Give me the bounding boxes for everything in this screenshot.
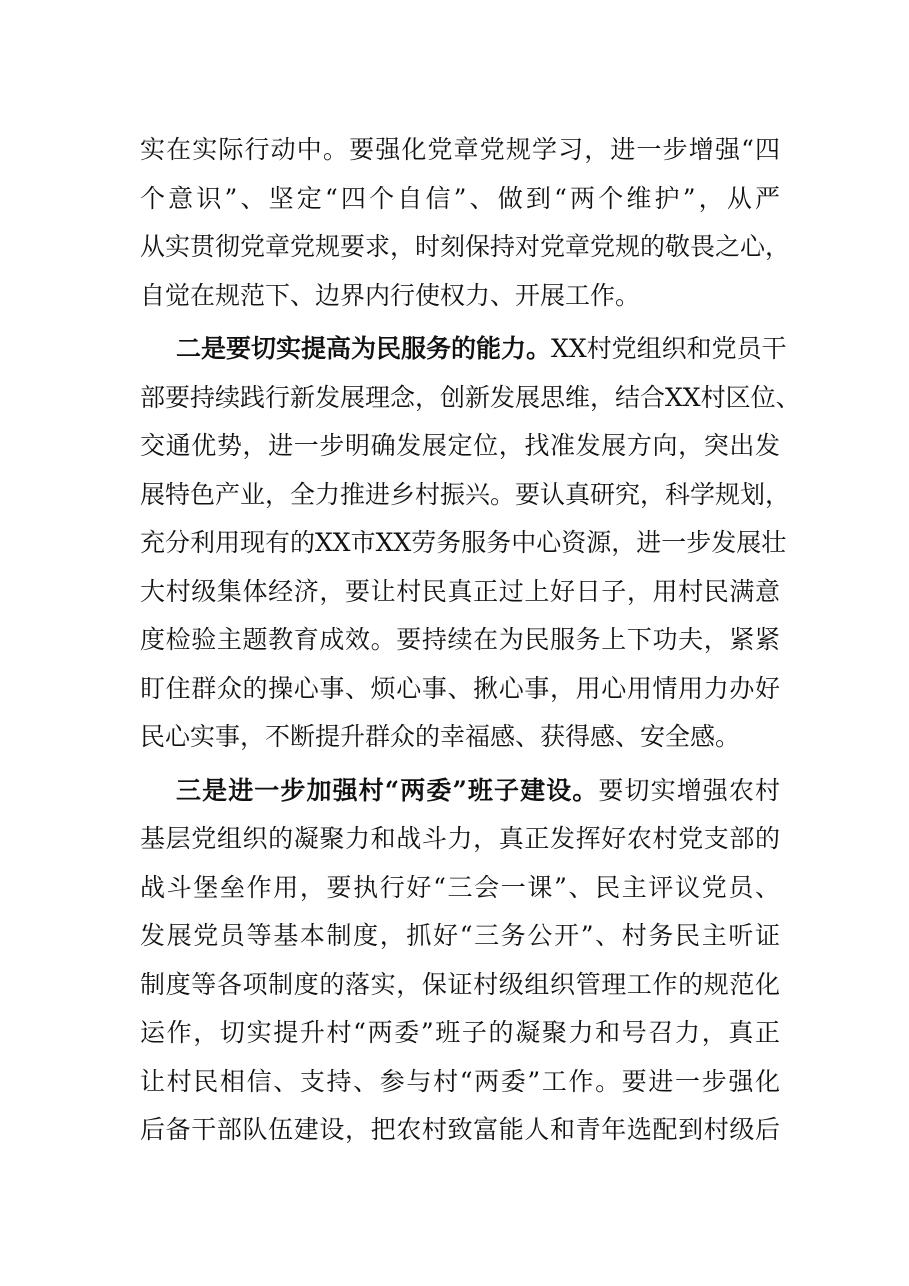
paragraph-2: [140, 325, 801, 762]
text-line: 度检验主题教育成效。要持续在为民服务上下功夫，紧紧: [140, 625, 780, 654]
text-line: 基层党组织的凝聚力和战斗力，真正发挥好农村党支部的: [140, 824, 780, 853]
paragraph-1: [140, 126, 791, 320]
text-line: 实在实际行动中。要强化党章党规学习，进一步增强“四: [140, 135, 780, 164]
text-line: 大村级集体经济，要让村民真正过上好日子，用村民满意: [140, 576, 780, 606]
text-line: 交通优势，进一步明确发展定位，找准发展方向，突出发: [140, 431, 780, 460]
paragraph-3-first-line: [140, 767, 780, 816]
text-line: 部要持续践行新发展理念，创新发展思维，结合XX村区位、: [140, 382, 801, 412]
text-line: 盯住群众的操心事、烦心事、揪心事，用心用情用力办好: [140, 673, 780, 703]
text-line: 充分利用现有的XX市XX劳务服务中心资源，进一步发展壮: [140, 528, 787, 557]
paragraph-2-first-line: [140, 325, 787, 374]
document-body: [140, 126, 801, 1155]
paragraph-3-first-line-rest: 要切实增强农村: [598, 775, 780, 805]
text-line: 展特色产业，全力推进乡村振兴。要认真研究，科学规划，: [140, 479, 791, 509]
text-line: 自觉在规范下、边界内行使权力、开展工作。: [140, 280, 641, 310]
text-line: 从实贯彻党章党规要求，时刻保持对党章党规的敬畏之心，: [140, 232, 791, 261]
text-line: 个意识”、坚定“四个自信”、做到“两个维护”，从严: [140, 183, 780, 213]
text-line: 民心实事，不断提升群众的幸福感、获得感、安全感。: [140, 722, 741, 751]
text-line: 后备干部队伍建设，把农村致富能人和青年选配到村级后: [140, 1115, 780, 1144]
paragraph-3-heading: 三是进一步加强村“两委”班子建设。: [176, 775, 599, 805]
text-line: 让村民相信、支持、参与村“两委”工作。要进一步强化: [140, 1066, 780, 1096]
text-line: 制度等各项制度的落实，保证村级组织管理工作的规范化: [140, 969, 780, 999]
paragraph-3: [140, 767, 780, 1155]
text-line: 运作，切实提升村“两委”班子的凝聚力和号召力，真正: [140, 1018, 780, 1047]
text-line: 发展党员等基本制度，抓好“三务公开”、村务民主听证: [140, 921, 780, 950]
paragraph-2-first-line-rest: XX村党组织和党员干: [551, 334, 787, 363]
text-line: 战斗堡垒作用，要执行好“三会一课”、民主评议党员、: [140, 872, 780, 902]
paragraph-2-heading: 二是要切实提高为民服务的能力。: [176, 334, 552, 363]
